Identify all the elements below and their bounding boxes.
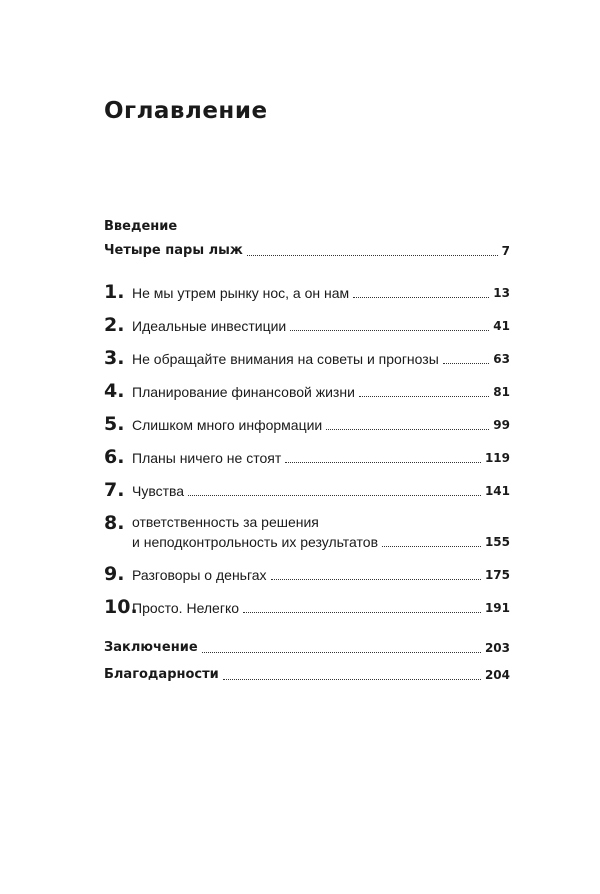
toc-entry-title: Заключение: [104, 640, 198, 655]
chapter-number: 2.: [104, 314, 125, 336]
toc-page-number: 119: [484, 451, 510, 465]
chapter-title: Чувства: [132, 483, 185, 499]
chapter-title: Слишком много информации: [132, 417, 323, 433]
chapter-number: 9.: [104, 563, 125, 585]
toc-page-number: 175: [484, 568, 510, 582]
dot-leader: [359, 396, 489, 397]
dot-leader: [243, 612, 481, 613]
dot-leader: [188, 495, 481, 496]
toc-chapter-5[interactable]: [104, 414, 510, 434]
toc-page-number: 41: [493, 319, 510, 333]
chapter-title: и неподконтрольность их результатов: [132, 534, 379, 550]
chapter-number: 8.: [104, 512, 125, 534]
chapter-title-line1: ответственность за решения: [132, 514, 319, 530]
toc-chapter-3[interactable]: [104, 348, 510, 368]
chapter-title: Не мы утрем рынку нос, а он нам: [132, 285, 350, 301]
toc-chapter-8[interactable]: [104, 513, 510, 551]
chapter-title: Идеальные инвестиции: [132, 318, 287, 334]
toc-chapter-10[interactable]: [104, 597, 510, 617]
chapter-number: 7.: [104, 479, 125, 501]
toc-chapter-9[interactable]: [104, 564, 510, 584]
toc-page-number: 203: [484, 641, 510, 655]
toc-page-number: 155: [484, 535, 510, 549]
dot-leader: [285, 462, 481, 463]
toc-chapter-2[interactable]: [104, 315, 510, 335]
dot-leader: [223, 679, 481, 680]
toc-chapter-1[interactable]: [104, 282, 510, 302]
toc-page-number: 7: [501, 244, 510, 258]
toc-page-number: 99: [493, 418, 510, 432]
chapter-number: 4.: [104, 380, 125, 402]
chapter-title: Планы ничего не стоят: [132, 450, 282, 466]
toc-page-number: 204: [484, 668, 510, 682]
dot-leader: [247, 255, 498, 256]
dot-leader: [202, 652, 481, 653]
intro-heading: Введение: [104, 219, 178, 234]
toc-entry-title: Благодарности: [104, 667, 219, 682]
dot-leader: [443, 363, 490, 364]
back-matter: [104, 630, 510, 684]
chapter-number: 3.: [104, 347, 125, 369]
dot-leader: [290, 330, 489, 331]
chapter-number: 5.: [104, 413, 125, 435]
page-title: Оглавление: [104, 98, 268, 124]
toc-entry-acknowledgements[interactable]: [104, 657, 510, 684]
chapter-number: 10.: [104, 596, 138, 618]
chapter-list: [104, 282, 510, 617]
toc-page-number: 141: [484, 484, 510, 498]
toc-chapter-4[interactable]: [104, 381, 510, 401]
dot-leader: [326, 429, 489, 430]
toc-chapter-7[interactable]: [104, 480, 510, 500]
chapter-title: Не обращайте внимания на советы и прогнозы: [132, 351, 439, 367]
chapter-title: Просто. Нелегко: [132, 600, 240, 616]
toc-entry-intro[interactable]: [104, 238, 510, 260]
chapter-title: Разговоры о деньгах: [132, 567, 267, 583]
toc-page-number: 63: [493, 352, 510, 366]
toc-chapter-6[interactable]: [104, 447, 510, 467]
toc-entry-title: Четыре пары лыж: [104, 243, 243, 258]
chapter-number: 1.: [104, 281, 125, 303]
chapter-number: 6.: [104, 446, 125, 468]
dot-leader: [382, 546, 481, 547]
table-of-contents: [104, 218, 510, 684]
toc-page-number: 81: [493, 385, 510, 399]
chapter-title: Планирование финансовой жизни: [132, 384, 355, 400]
toc-entry-conclusion[interactable]: [104, 630, 510, 657]
toc-page-number: 191: [484, 601, 510, 615]
dot-leader: [271, 579, 481, 580]
toc-page-number: 13: [493, 286, 510, 300]
dot-leader: [353, 297, 489, 298]
